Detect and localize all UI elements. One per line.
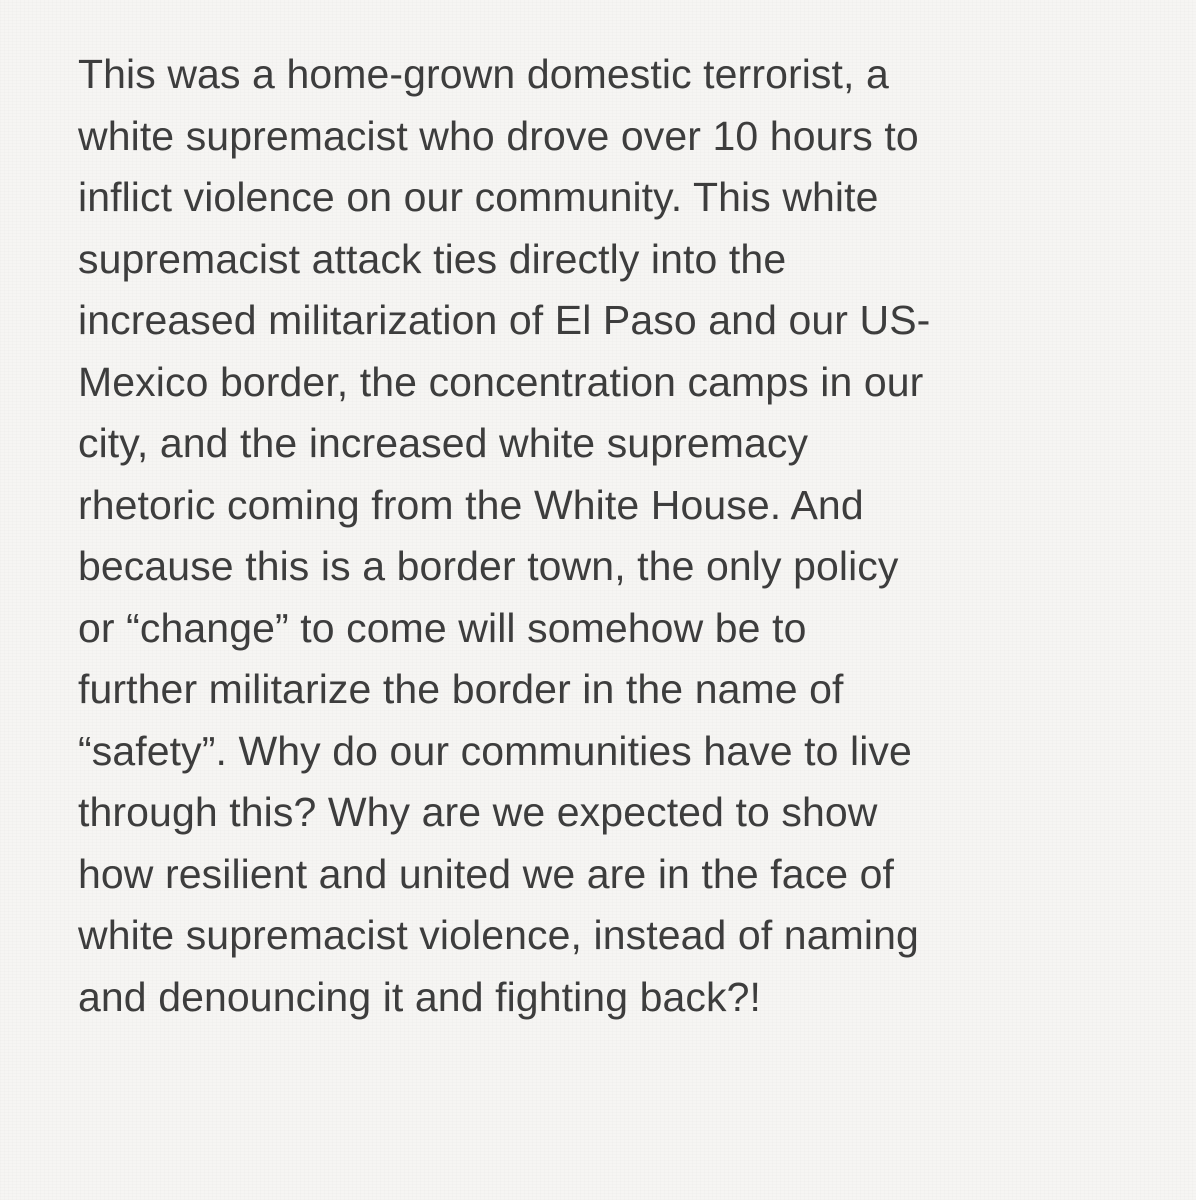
note-line: white supremacist violence, instead of naming [78, 912, 919, 958]
note-line: rhetoric coming from the White House. And [78, 481, 864, 528]
note-line: supremacist attack ties directly into the [78, 235, 787, 282]
note-line: white supremacist who drove over 10 hours to [78, 112, 919, 159]
note-line: further militarize the border in the name of [78, 666, 844, 712]
note-line: and denouncing it and fighting back?! [78, 973, 762, 1020]
note-body [78, 44, 930, 1028]
note-line: “safety”. Why do our communities have to live [78, 727, 912, 774]
note-line: through this? Why are we expected to show [78, 789, 878, 835]
note-line: or “change” to come will somehow be to [78, 604, 807, 651]
note-line: how resilient and united we are in the face of [78, 850, 894, 897]
note-line: because this is a border town, the only policy [78, 543, 899, 589]
note-line: Mexico border, the concentration camps in our [78, 358, 924, 405]
note-line: This was a home-grown domestic terrorist, a [78, 51, 889, 97]
note-line: city, and the increased white supremacy [78, 420, 809, 466]
note-line: increased militarization of El Paso and our US- [78, 297, 931, 343]
note-line: inflict violence on our community. This white [78, 174, 879, 220]
